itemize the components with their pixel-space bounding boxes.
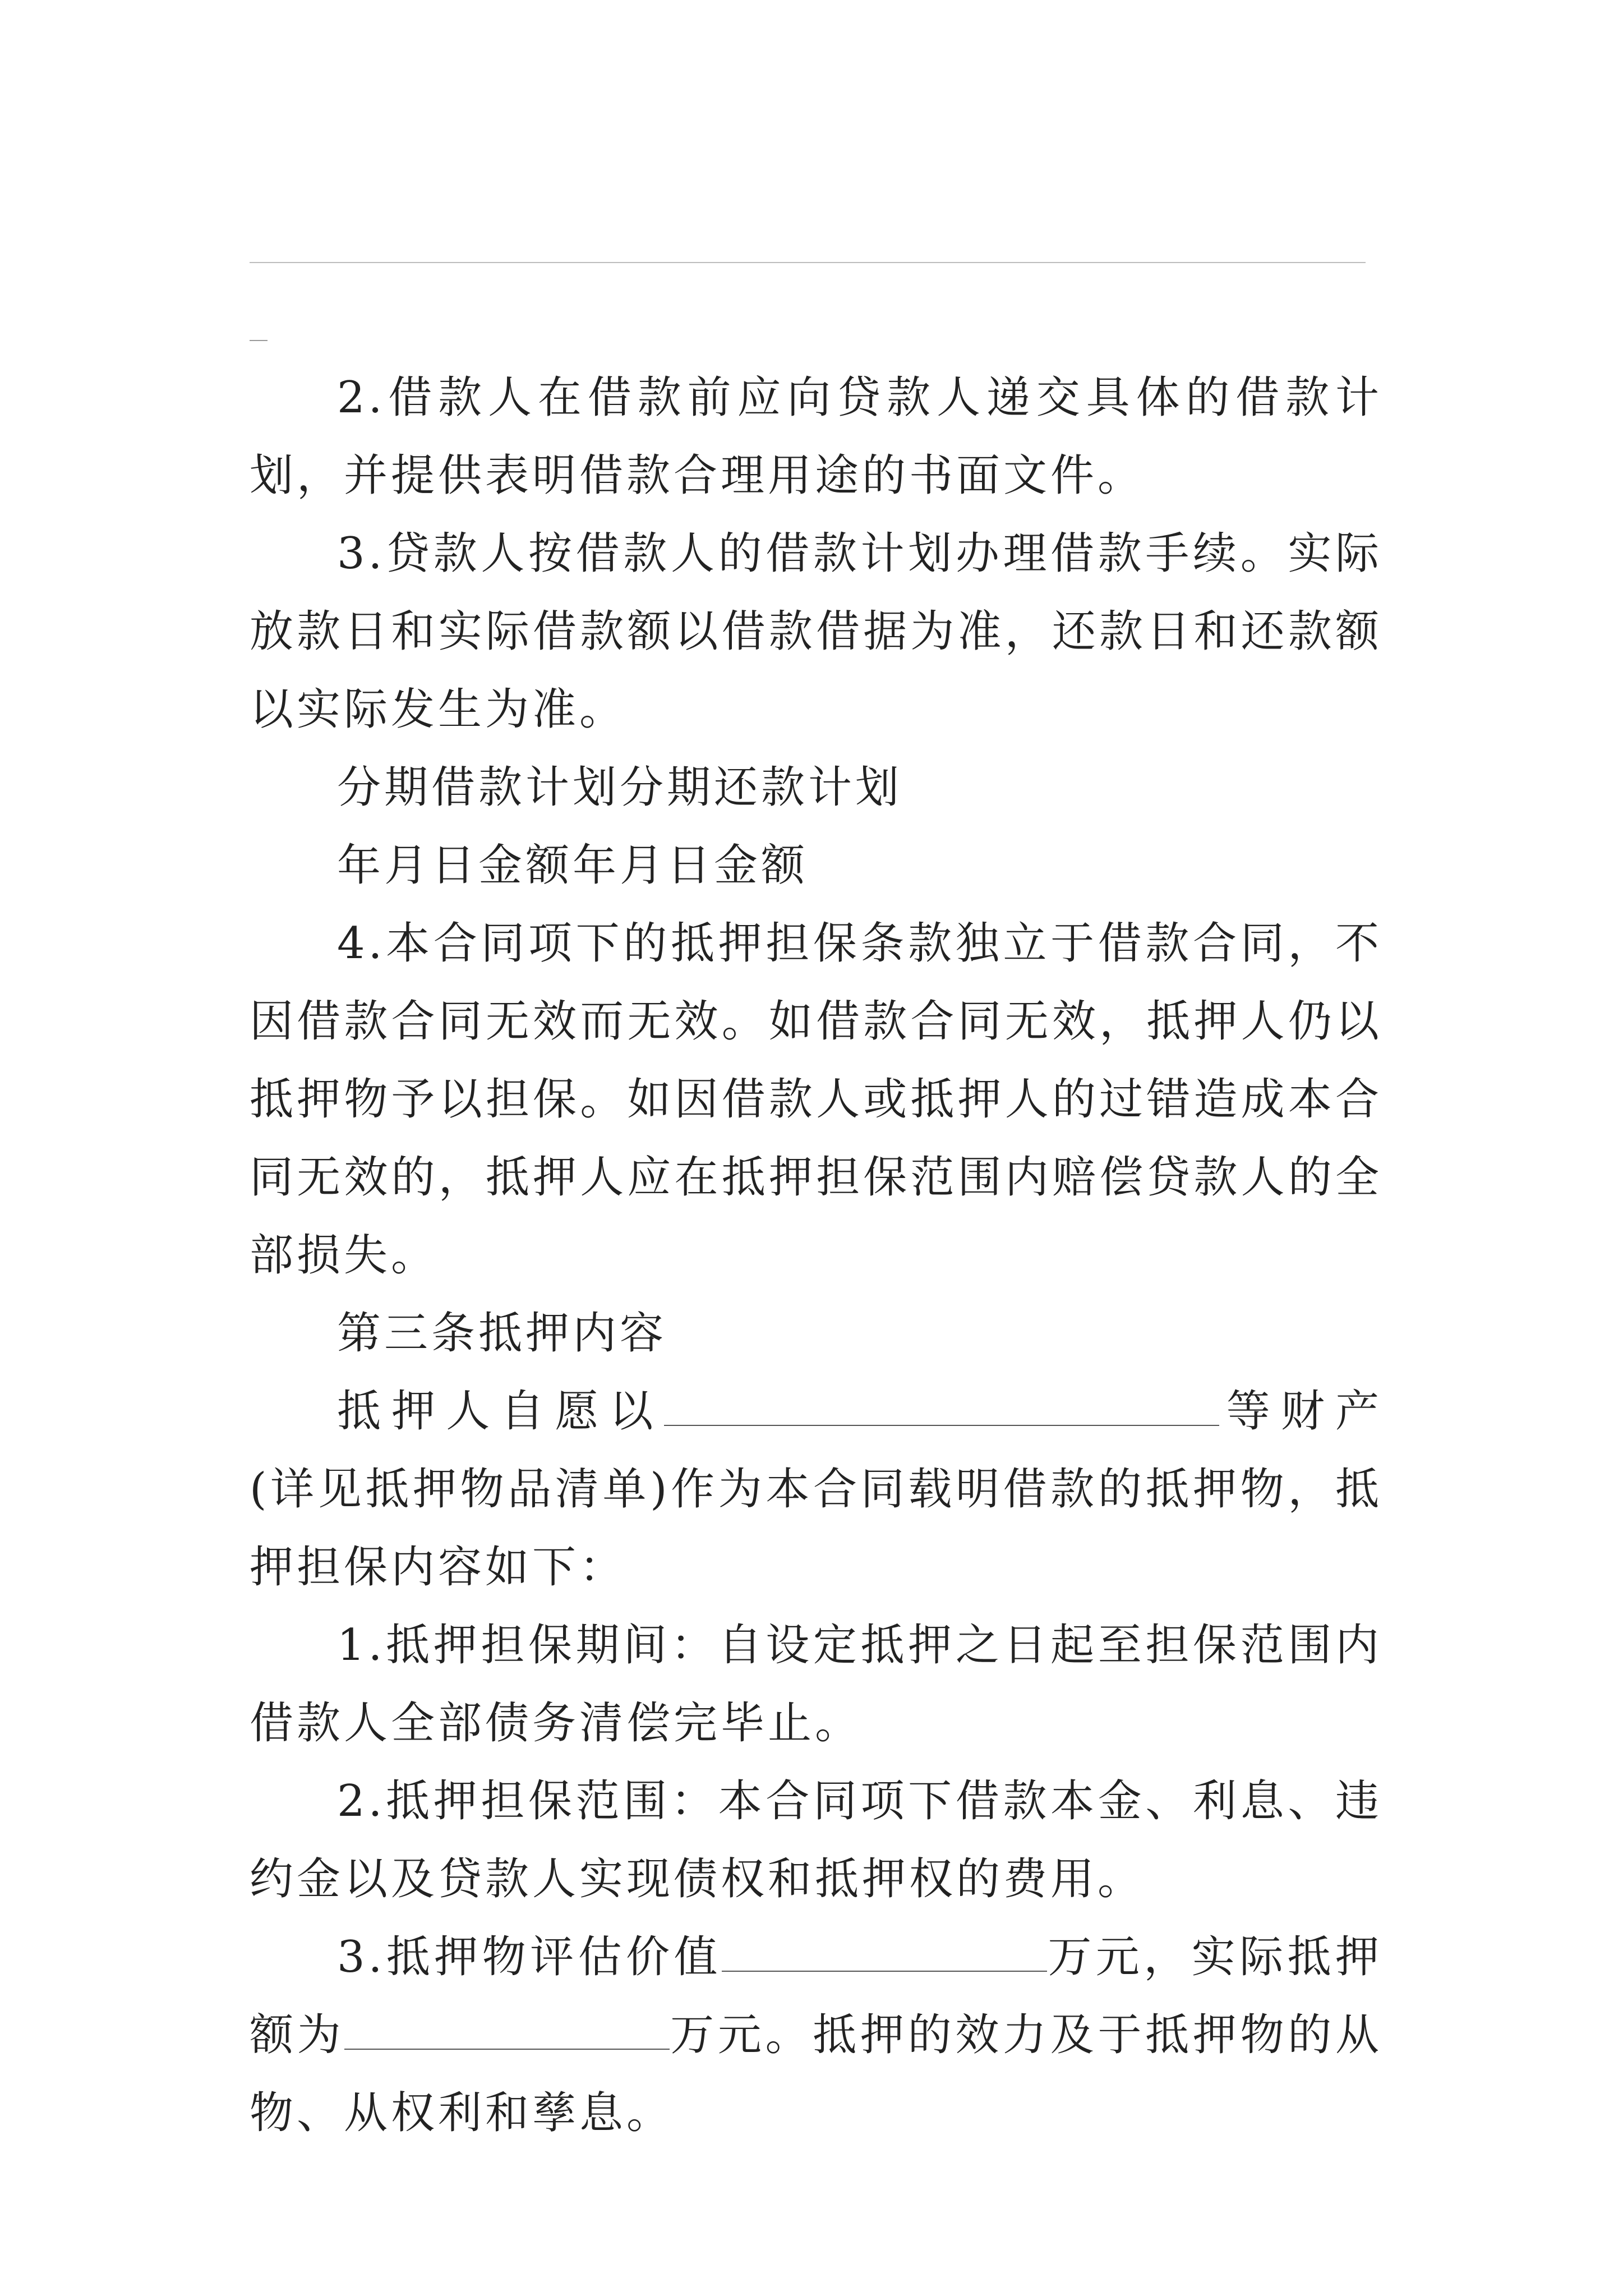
section-heading-article-3: 第三条抵押内容 bbox=[337, 1308, 667, 1359]
collateral-offer-rest: 等财产(详见抵押物品清单)作为本合同载明借款的抵押物，抵押担保内容如下： bbox=[250, 1386, 1382, 1593]
collateral-property-blank[interactable] bbox=[664, 1391, 1219, 1426]
paragraph-guarantee-period: 1.抵押担保期间：自设定抵押之日起至担保范围内借款人全部债务清偿完毕止。 bbox=[250, 1620, 1382, 1749]
valuation-lead: 3.抵押物评估价值 bbox=[337, 1932, 722, 1982]
paragraph-guarantee-scope: 2.抵押担保范围：本合同项下借款本金、利息、违约金以及贷款人实现债权和抵押权的费用。 bbox=[250, 1776, 1382, 1904]
mortgage-amount-blank[interactable] bbox=[344, 2015, 670, 2050]
document-body bbox=[250, 359, 1382, 2152]
paragraph-collateral-offer bbox=[250, 1373, 1382, 1607]
paragraph-independence-clause: 4.本合同项下的抵押担保条款独立于借款合同，不因借款合同无效而无效。如借款合同无效，抵押人仍以抵押物予以担保。如因借款人或抵押人的过错造成本合同无效的，抵押人应在抵押担保范围内赔偿贷款人的全部损失。 bbox=[250, 918, 1382, 1281]
collateral-offer-lead: 抵押人自愿以 bbox=[337, 1386, 664, 1437]
paragraph-loan-procedure: 3.贷款人按借款人的借款计划办理借款手续。实际放款日和实际借款额以借款借据为准，还款日和还款额以实际发生为准。 bbox=[250, 528, 1382, 735]
paragraph-schedule-heading: 分期借款计划分期还款计划 bbox=[337, 762, 903, 813]
paragraph-loan-plan: 2.借款人在借款前应向贷款人递交具体的借款计划，并提供表明借款合理用途的书面文件。 bbox=[250, 372, 1382, 501]
valuation-amount-blank[interactable] bbox=[722, 1937, 1047, 1972]
valuation-middle: 万元，实际抵押额为 bbox=[250, 1932, 1382, 2060]
paragraph-valuation bbox=[250, 1918, 1382, 2152]
header-rule-mark bbox=[250, 340, 268, 341]
valuation-rest: 万元。抵押的效力及于抵押物的从物、从权利和孳息。 bbox=[250, 2010, 1382, 2138]
paragraph-schedule-columns: 年月日金额年月日金额 bbox=[337, 840, 809, 891]
header-rule bbox=[250, 262, 1366, 263]
